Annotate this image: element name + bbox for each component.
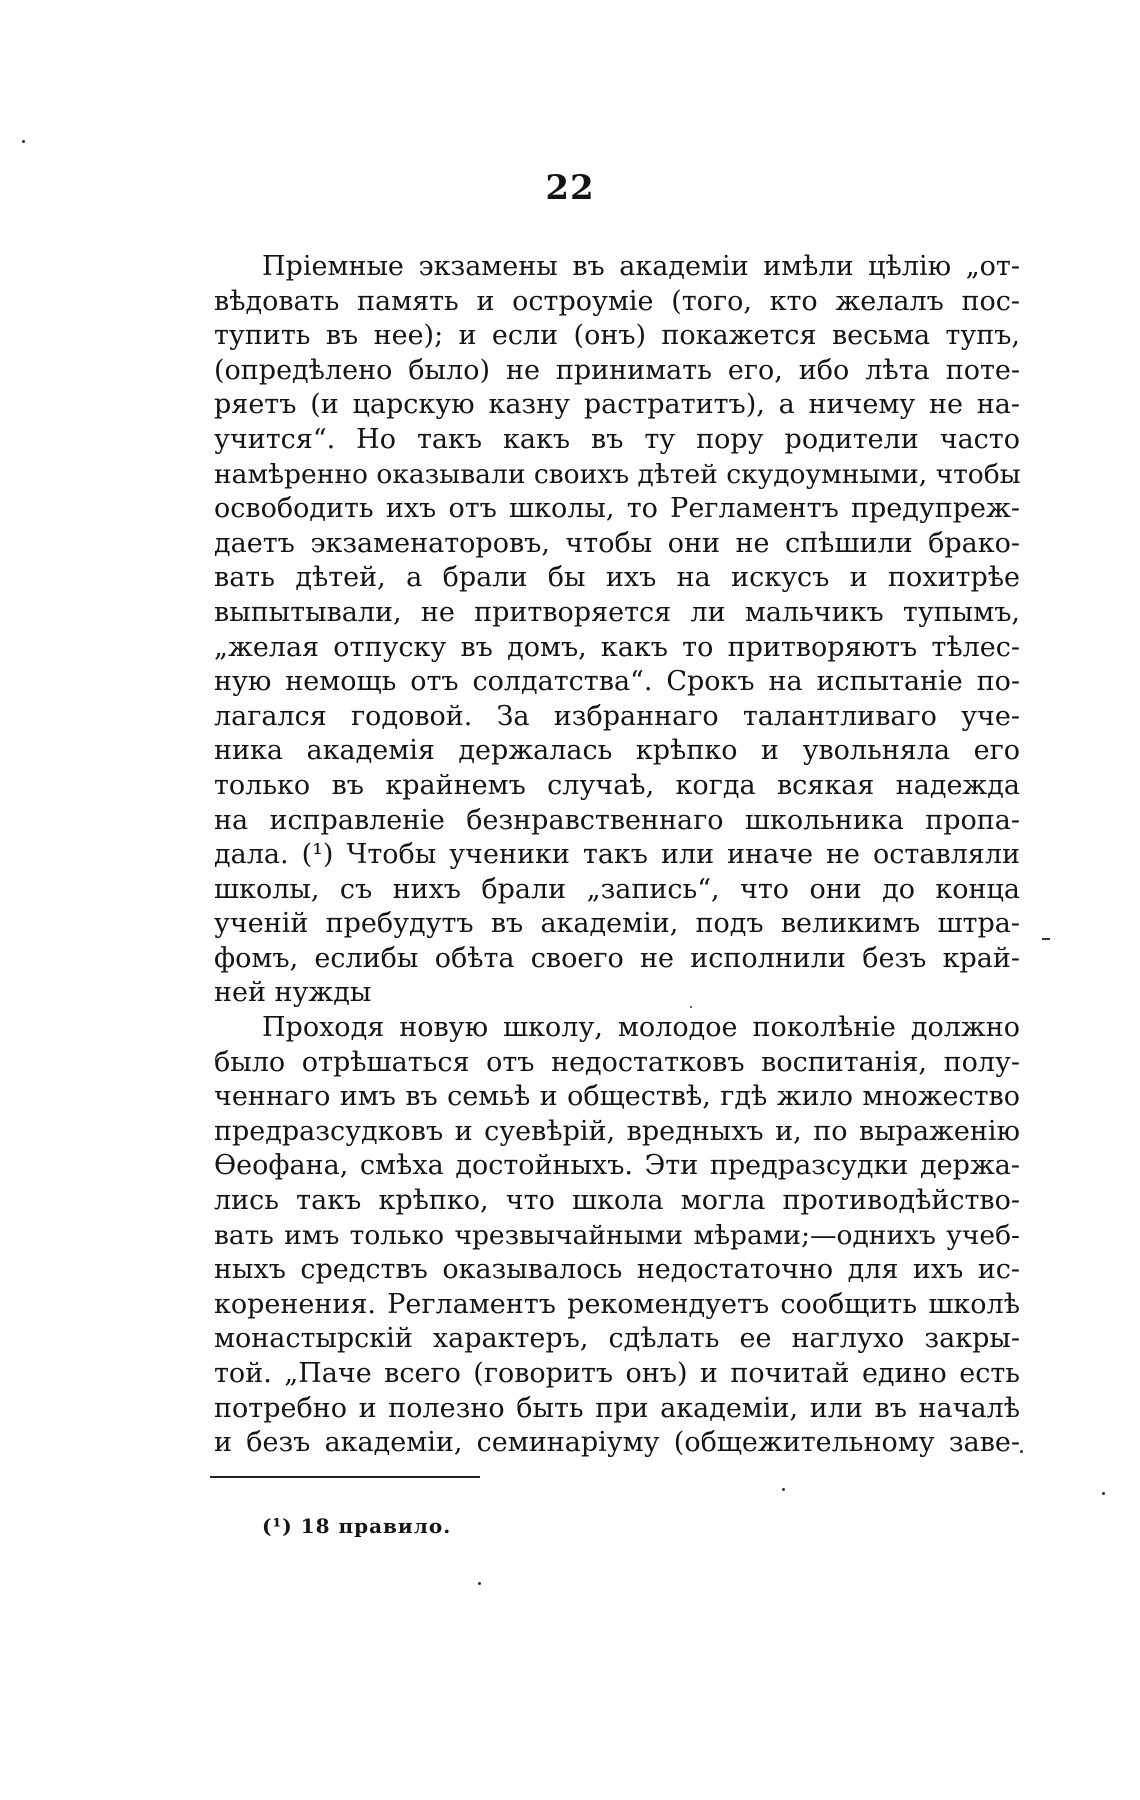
text-line: предразсудковъ и суевѣрій, вредныхъ и, по выраженію	[214, 1115, 1020, 1147]
text-line: ную немощь отъ солдатства“. Срокъ на испытаніе по-	[214, 666, 1020, 698]
text-line: ряетъ (и царскую казну растратитъ), а ничему не на-	[214, 389, 1020, 421]
text-line: было отрѣшаться отъ недостатковъ воспитанія, полу-	[214, 1046, 1020, 1078]
text-line: фомъ, еслибы обѣта своего не исполнили безъ край-	[214, 942, 1020, 974]
text-line: Ѳеофана, смѣха достойныхъ. Эти предразсудки держа-	[214, 1150, 1020, 1182]
text-line: той. „Паче всего (говоритъ онъ) и почитай едино есть	[214, 1358, 1020, 1389]
text-line: освободить ихъ отъ школы, то Регламентъ предупреж-	[214, 493, 1020, 525]
text-line: ченнаго имъ въ семьѣ и обществѣ, гдѣ жило множество	[214, 1081, 1020, 1113]
scan-speck	[690, 1006, 692, 1008]
text-line: учится“. Но такъ какъ въ ту пору родители часто	[214, 423, 1020, 455]
scan-speck	[1020, 1450, 1023, 1453]
text-line: лись такъ крѣпко, что школа могла противодѣйство-	[214, 1185, 1020, 1217]
footnote: (¹) 18 правило.	[262, 1514, 452, 1538]
text-line: ней нужды	[214, 977, 372, 1009]
text-line: ныхъ средствъ оказывалось недостаточно для ихъ ис-	[214, 1254, 1020, 1286]
paragraph-2	[214, 1011, 1020, 1461]
text-line: (опредѣлено было) не принимать его, ибо лѣта поте-	[214, 354, 1020, 386]
scan-speck	[782, 1488, 785, 1491]
text-line: на исправленіе безнравственнаго школьника пропа-	[214, 804, 1020, 836]
footnote-divider	[210, 1476, 480, 1478]
text-line: намѣренно оказывали своихъ дѣтей скудоумными, чтобы	[214, 458, 1021, 490]
text-line: дала. (¹) Чтобы ученики такъ или иначе не оставляли	[214, 839, 1020, 871]
paragraph-1	[214, 250, 1020, 1011]
text-line: тупить въ нее); и если (онъ) покажется весьма тупъ,	[214, 320, 1020, 352]
text-line: школы, съ нихъ брали „запись“, что они до конца	[214, 873, 1020, 905]
text-line: вать имъ только чрезвычайными мѣрами;—однихъ учеб-	[214, 1219, 1020, 1251]
text-line: только въ крайнемъ случаѣ, когда всякая надежда	[214, 769, 1020, 801]
body-text	[214, 250, 1020, 1461]
text-line: потребно и полезно быть при академіи, или въ началѣ	[214, 1392, 1020, 1424]
scan-speck	[1102, 1492, 1105, 1495]
text-line: вать дѣтей, а брали бы ихъ на искусъ и похитрѣе	[214, 562, 1020, 594]
text-line: коренения. Регламентъ рекомендуетъ сообщить школѣ	[214, 1288, 1020, 1320]
text-line: даетъ экзаменаторовъ, чтобы они не спѣшили брако-	[214, 527, 1020, 559]
scan-speck	[22, 140, 25, 143]
text-line: вѣдовать память и остроуміе (того, кто желалъ пос-	[214, 285, 1020, 317]
text-line: Проходя новую школу, молодое поколѣніе должно	[262, 1012, 1020, 1044]
text-line: выпытывали, не притворяется ли мальчикъ тупымъ,	[214, 596, 1020, 628]
text-line: ученій пребудутъ въ академіи, подъ великимъ штра-	[214, 908, 1020, 940]
text-line: ника академія держалась крѣпко и увольняла его	[214, 735, 1020, 767]
scan-speck	[478, 1582, 481, 1585]
text-line: „желая отпуску въ домъ, какъ то притворяютъ тѣлес-	[214, 631, 1020, 663]
text-line: монастырскій характеръ, сдѣлать ее наглухо закры-	[214, 1323, 1020, 1355]
page-number: 22	[545, 168, 595, 208]
text-line: Пріемные экзамены въ академіи имѣли цѣлію „от-	[262, 251, 1020, 282]
scan-speck	[1042, 938, 1050, 940]
text-line: лагался годовой. За избраннаго талантливаго уче-	[214, 700, 1020, 732]
text-line: и безъ академіи, семинаріуму (общежительному заве-	[214, 1427, 1020, 1459]
